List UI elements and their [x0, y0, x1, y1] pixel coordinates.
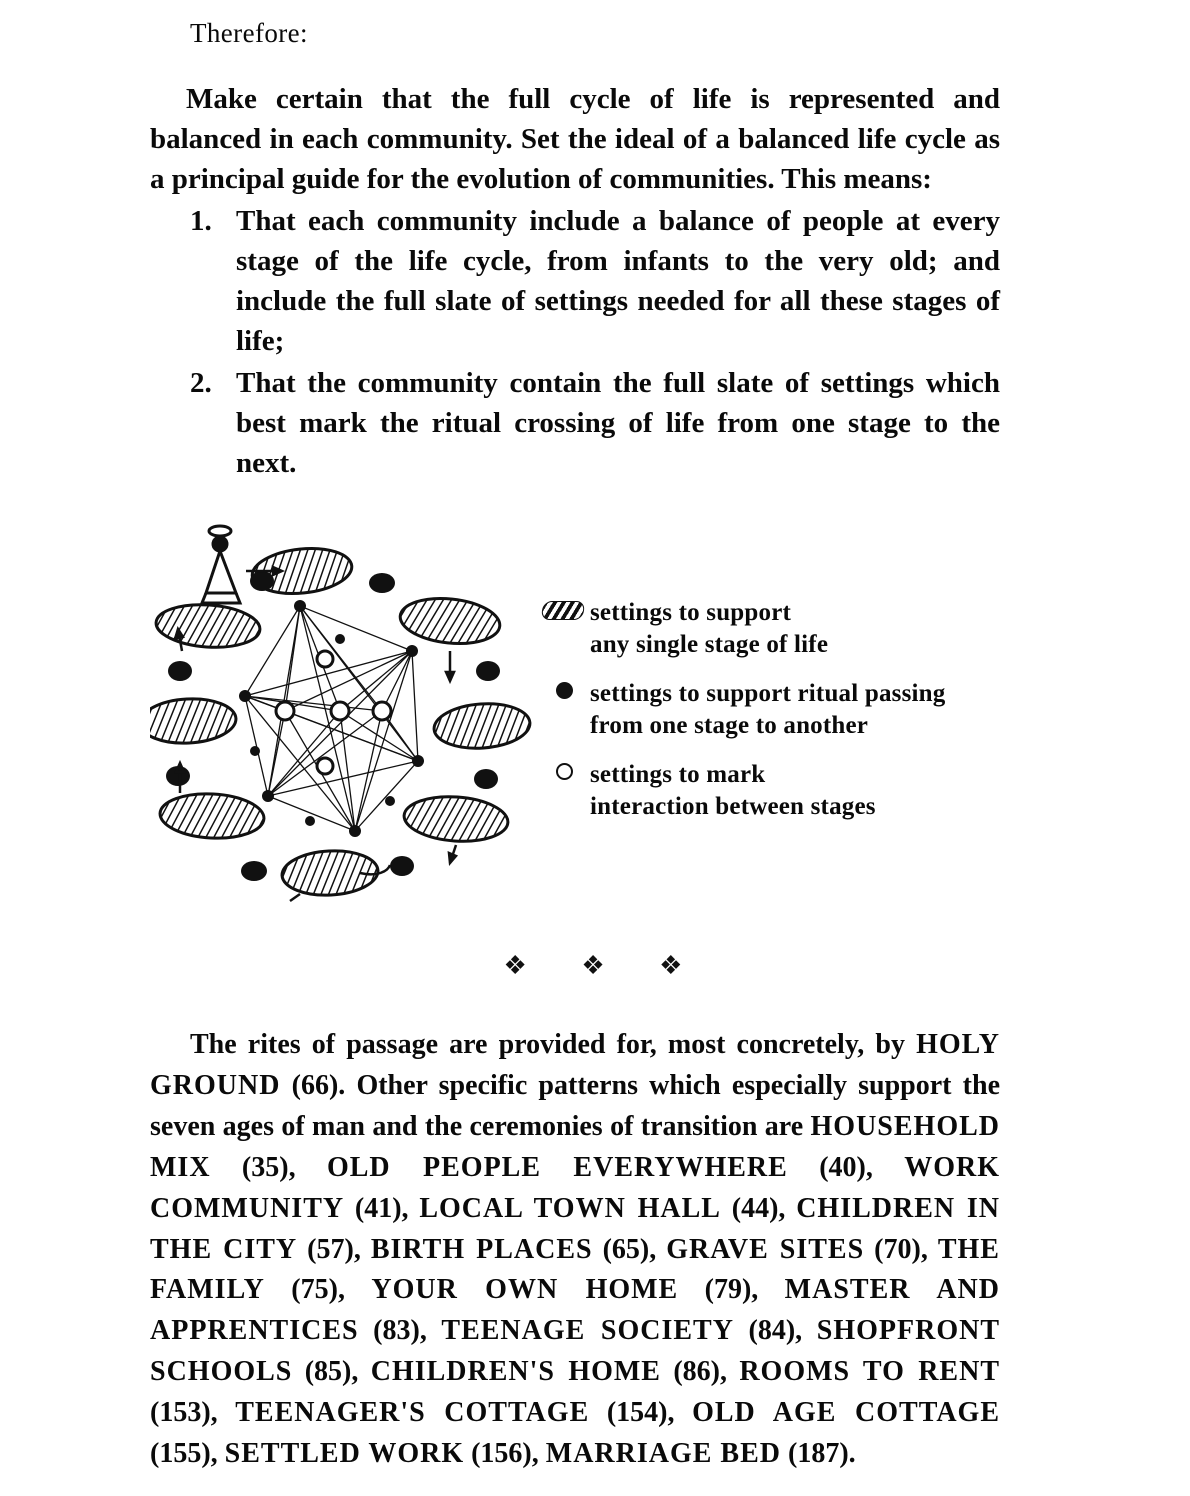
main-paragraph-text: Make certain that the full cycle of life is represented and balanced in each community. Set the ideal of a balanced life cycle as a principal guide for the evolution of communities. This means:: [150, 83, 1000, 196]
hatched-ellipse-icon: [542, 597, 590, 620]
pattern-number: (41),: [344, 1192, 420, 1224]
pattern-name: WORK COMMUNITY: [150, 1151, 1001, 1224]
pattern-number: (65),: [592, 1233, 667, 1265]
pattern-reference-list: [150, 1111, 1000, 1469]
legend-text-single-stage: [590, 597, 828, 660]
list-item-marker: 2.: [190, 367, 212, 400]
pattern-number: (40),: [787, 1151, 905, 1183]
section-divider-ornament: ❖ ❖ ❖: [503, 951, 707, 981]
pattern-holy-ground: HOLY GROUND: [150, 1029, 1000, 1102]
page-content: [150, 0, 1000, 1496]
pattern-name: TEENAGER'S COTTAGE: [235, 1397, 590, 1429]
pattern-number: (154),: [589, 1397, 693, 1429]
list-item-text: That each community include a balance of people at every stage of the life cycle, from infants to the very old; and include the full slate of settings needed for all these stages of life;: [236, 205, 1000, 358]
open-circle-icon: [542, 759, 590, 780]
pattern-number: (156),: [464, 1437, 546, 1469]
pattern-name: SETTLED WORK: [224, 1437, 465, 1469]
legend-row-interaction: [542, 759, 1012, 822]
legend-line-1: settings to support ritual passing: [590, 680, 946, 708]
legend-line-1: settings to support: [590, 599, 792, 627]
legend-line-2: interaction between stages: [590, 792, 876, 820]
pattern-number: (83),: [358, 1315, 442, 1347]
pattern-name: BIRTH PLACES: [370, 1233, 593, 1265]
pattern-number: (187): [781, 1437, 849, 1469]
pattern-number: (70),: [864, 1233, 938, 1265]
pattern-name: LOCAL TOWN HALL: [419, 1192, 721, 1224]
pattern-name: YOUR OWN HOME: [371, 1274, 679, 1306]
list-item: [150, 363, 1000, 483]
pattern-number: (84),: [733, 1315, 817, 1347]
pattern-number: (86),: [660, 1356, 740, 1388]
list-item: [150, 201, 1000, 361]
legend-line-1: settings to mark: [590, 761, 766, 789]
pattern-name: TEENAGE SOCIETY: [441, 1315, 734, 1347]
legend-line-2: from one stage to another: [590, 711, 869, 739]
pattern-name: OLD AGE COTTAGE: [692, 1397, 1000, 1429]
pattern-number: (79),: [678, 1274, 785, 1306]
pattern-number: (35),: [210, 1151, 327, 1183]
closing-part2: Other specific patterns which especially support the seven ages of man and the ceremonies of transition are: [150, 1070, 1000, 1142]
pattern-name: GRAVE SITES: [666, 1233, 865, 1265]
pattern-number: (155),: [150, 1437, 225, 1469]
pattern-number: (44),: [720, 1192, 797, 1224]
life-cycle-figure: [150, 511, 1000, 941]
closing-paragraph: [150, 1025, 1000, 1475]
closing-part1: The rites of passage are provided for, most concretely, by: [190, 1029, 917, 1061]
legend-text-ritual-passing: [590, 678, 945, 741]
list-item-text: That the community contain the full slate of settings which best mark the ritual crossing of life from one stage to the next.: [236, 367, 1000, 480]
pattern-number: (57),: [297, 1233, 371, 1265]
pattern-name: CHILDREN IN THE CITY: [150, 1192, 1001, 1265]
pattern-name: CHILDREN'S HOME: [370, 1356, 661, 1388]
closing-final: .: [848, 1437, 856, 1469]
pattern-name: ROOMS TO RENT: [739, 1356, 1000, 1388]
pattern-number: (153),: [150, 1397, 236, 1429]
legend-line-2: any single stage of life: [590, 630, 829, 658]
legend-row-single-stage: [542, 597, 1012, 660]
pattern-number: (75),: [264, 1274, 372, 1306]
person-figure-icon: [202, 526, 240, 603]
list-item-marker: 1.: [190, 205, 212, 238]
pattern-name: OLD PEOPLE EVERYWHERE: [326, 1151, 788, 1183]
pattern-name: MARRIAGE BED: [545, 1437, 781, 1469]
pattern-number: (85),: [292, 1356, 371, 1388]
legend-text-interaction: [590, 759, 876, 822]
pattern-name: THE FAMILY: [150, 1233, 1000, 1306]
pattern-name: HOUSEHOLD MIX: [150, 1110, 1000, 1183]
filled-circle-icon: [542, 678, 590, 699]
pattern-name: SHOPFRONT SCHOOLS: [150, 1315, 1000, 1388]
main-paragraph: [150, 79, 1000, 199]
figure-legend: [542, 597, 1012, 840]
numbered-list: [150, 201, 1000, 483]
pattern-holy-ground-number: (66).: [280, 1070, 357, 1102]
life-cycle-diagram: [150, 511, 550, 931]
therefore-heading: Therefore:: [190, 18, 308, 48]
pattern-name: MASTER AND APPRENTICES: [150, 1274, 1000, 1347]
legend-row-ritual-passing: [542, 678, 1012, 741]
